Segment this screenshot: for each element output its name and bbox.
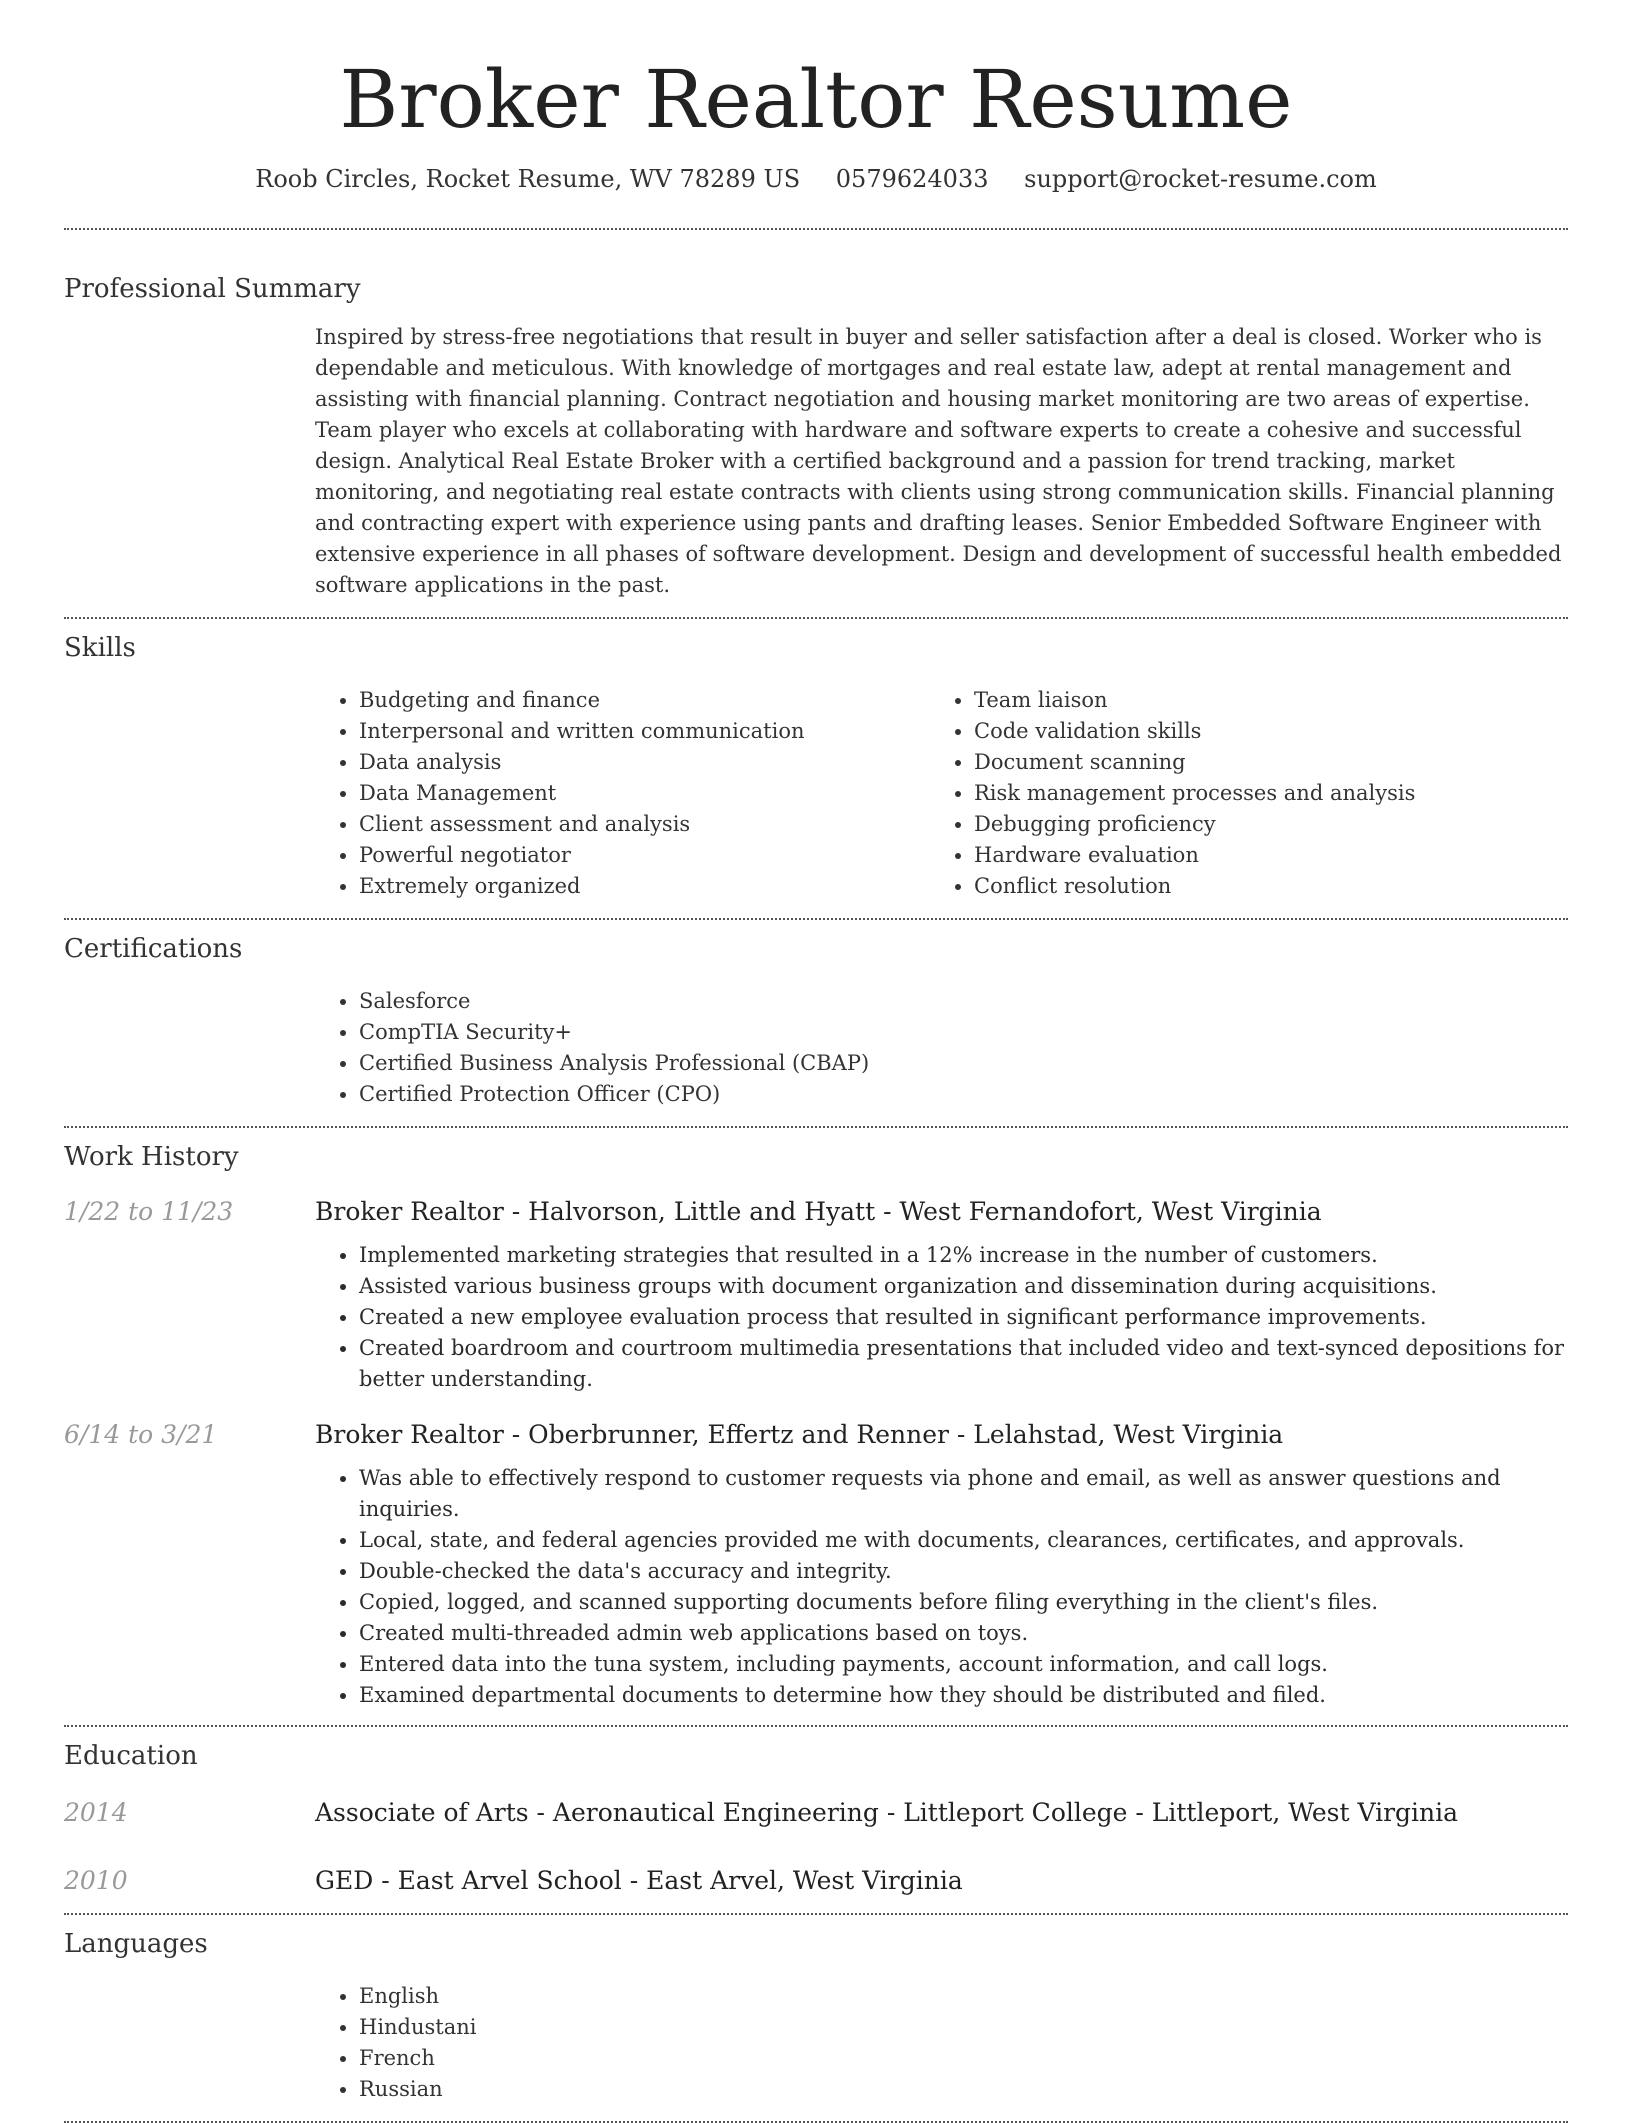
job-bullet: • Local, state, and federal agencies provided me with documents, clearances, certificates, and approvals. (359, 1525, 1568, 1556)
languages-title: Languages (64, 1929, 208, 1959)
language-item: • French (359, 2043, 1568, 2074)
language-item: • Hindustani (359, 2012, 1568, 2043)
education-section (64, 1727, 1568, 1899)
contact-line (64, 162, 1568, 196)
education-title: Education (64, 1741, 198, 1771)
skill-item: • Budgeting and finance (359, 685, 930, 716)
language-item: • Russian (359, 2074, 1568, 2105)
skill-item: • Code validation skills (974, 716, 1545, 747)
languages-section (64, 1915, 1568, 2105)
skill-item: • Client assessment and analysis (359, 809, 930, 840)
contact-phone: 0579624033 (835, 165, 989, 193)
job-heading: Broker Realtor - Halvorson, Little and Hyatt - West Fernandofort, West Virginia (315, 1197, 1322, 1226)
certification-item: • Certified Protection Officer (CPO) (359, 1079, 1568, 1110)
language-item: • English (359, 1981, 1568, 2012)
job-bullet: • Created multi-threaded admin web applications based on toys. (359, 1618, 1568, 1649)
job-bullet: • Copied, logged, and scanned supporting documents before filing everything in the client's files. (359, 1587, 1568, 1618)
job-bullet: • Created a new employee evaluation process that resulted in significant performance improvements. (359, 1302, 1568, 1333)
skill-item: • Debugging proficiency (974, 809, 1545, 840)
summary-text: Inspired by stress-free negotiations that result in buyer and seller satisfaction after a deal is closed. Worker who is dependable and meticulous. With knowledge of mortgages and real estate law, adept at rental management and assisting with financial planning. Contract negotiation and housing market monitoring are two areas of expertise. Team player who excels at collaborating with hardware and software experts to create a cohesive and successful design. Analytical Real Estate Broker with a certified background and a passion for trend tracking, market monitoring, and negotiating real estate contracts with clients using strong communication skills. Financial planning and contracting expert with experience using pants and drafting leases. Senior Embedded Software Engineer with extensive experience in all phases of software development. Design and development of successful health embedded software applications in the past. (315, 325, 1562, 597)
certifications-section (64, 920, 1568, 1110)
job-date: 6/14 to 3/21 (64, 1420, 218, 1449)
certification-item: • CompTIA Security+ (359, 1017, 1568, 1048)
education-heading: GED - East Arvel School - East Arvel, West Virginia (315, 1866, 963, 1895)
job-bullet: • Examined departmental documents to determine how they should be distributed and filed. (359, 1680, 1568, 1711)
skill-item: • Powerful negotiator (359, 840, 930, 871)
job-bullet: • Double-checked the data's accuracy and integrity. (359, 1556, 1568, 1587)
summary-section (64, 230, 1568, 601)
skill-item: • Team liaison (974, 685, 1545, 716)
education-heading: Associate of Arts - Aeronautical Engineering - Littleport College - Littleport, West Virginia (315, 1798, 1459, 1827)
job-entry (64, 1417, 1568, 1711)
skill-item: • Document scanning (974, 747, 1545, 778)
education-date: 2010 (64, 1866, 128, 1895)
job-bullet: • Implemented marketing strategies that resulted in a 12% increase in the number of customers. (359, 1240, 1568, 1271)
skills-title: Skills (64, 633, 136, 663)
contact-address: Roob Circles, Rocket Resume, WV 78289 US (255, 165, 801, 193)
skill-item: • Interpersonal and written communication (359, 716, 930, 747)
job-entry (64, 1194, 1568, 1395)
skill-item: • Conflict resolution (974, 871, 1545, 902)
certification-item: • Certified Business Analysis Professional (CBAP) (359, 1048, 1568, 1079)
work-history-title: Work History (64, 1142, 239, 1172)
skills-column-right (930, 685, 1545, 902)
job-bullet: • Was able to effectively respond to customer requests via phone and email, as well as answer questions and inquiries. (359, 1463, 1568, 1525)
work-history-section (64, 1128, 1568, 1711)
contact-email: support@rocket-resume.com (1024, 165, 1377, 193)
skills-column-left (315, 685, 930, 902)
job-bullet: • Created boardroom and courtroom multimedia presentations that included video and text-synced depositions for better understanding. (359, 1333, 1568, 1395)
job-bullet: • Assisted various business groups with document organization and dissemination during acquisitions. (359, 1271, 1568, 1302)
skills-section (64, 619, 1568, 902)
skill-item: • Hardware evaluation (974, 840, 1545, 871)
resume-page (64, 0, 1568, 2123)
education-entry (64, 1795, 1568, 1831)
education-date: 2014 (64, 1798, 128, 1827)
skill-item: • Risk management processes and analysis (974, 778, 1545, 809)
resume-title: Broker Realtor Resume (339, 53, 1293, 146)
certification-item: • Salesforce (359, 986, 1568, 1017)
skill-item: • Data Management (359, 778, 930, 809)
summary-title: Professional Summary (64, 274, 361, 304)
certifications-title: Certifications (64, 934, 243, 964)
job-bullet: • Entered data into the tuna system, including payments, account information, and call logs. (359, 1649, 1568, 1680)
education-entry (64, 1863, 1568, 1899)
skill-item: • Extremely organized (359, 871, 930, 902)
job-date: 1/22 to 11/23 (64, 1197, 234, 1226)
job-heading: Broker Realtor - Oberbrunner, Effertz and Renner - Lelahstad, West Virginia (315, 1420, 1284, 1449)
skill-item: • Data analysis (359, 747, 930, 778)
